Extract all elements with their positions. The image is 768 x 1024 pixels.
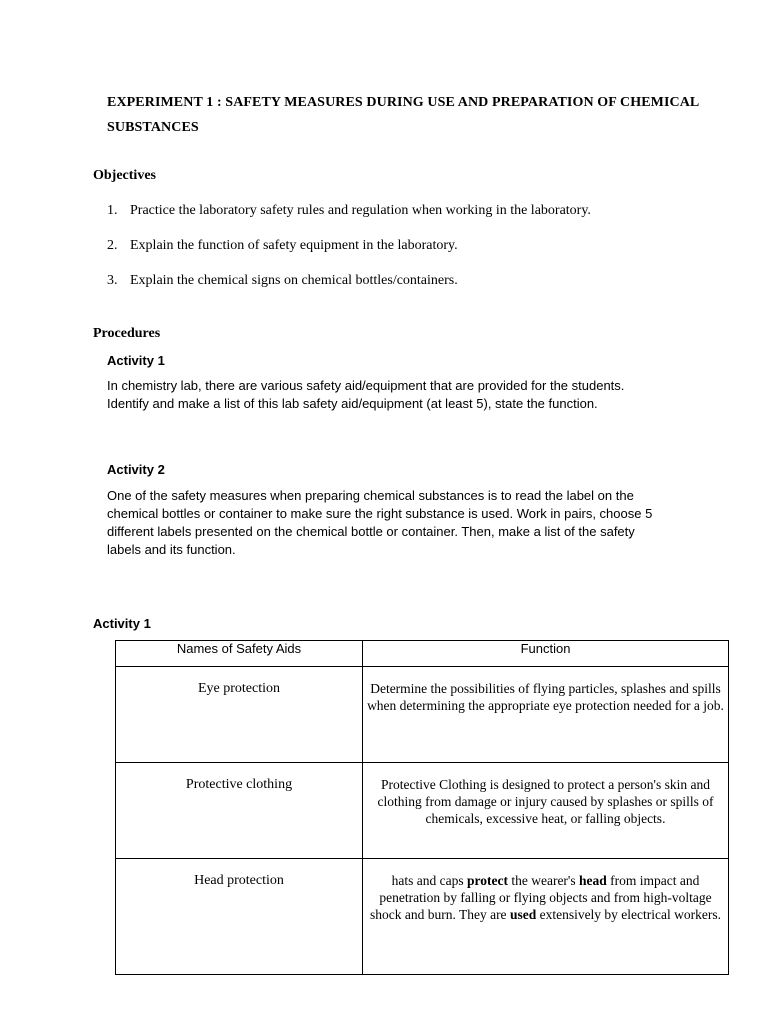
table-heading: Activity 1 <box>93 616 151 631</box>
objective-text: Explain the function of safety equipment in the laboratory. <box>130 238 458 253</box>
list-number: 2. <box>107 238 118 253</box>
safety-aid-function <box>363 859 729 975</box>
procedures-heading: Procedures <box>93 326 161 341</box>
objective-text: Explain the chemical signs on chemical bottles/containers. <box>130 273 458 288</box>
function-text-part: hats and caps <box>391 873 467 888</box>
function-text-part: from impact and penetration by falling or flying objects and from high-voltage shock and burn. They are <box>369 873 712 922</box>
activity-1-text: In chemistry lab, there are various safety aid/equipment that are provided for the students. Identify and make a list of this lab safety aid/equipment (at least 5), state the function. <box>107 378 625 411</box>
list-item <box>107 238 591 273</box>
safety-aid-name: Eye protection <box>116 667 363 763</box>
function-text-bold: head <box>579 873 607 888</box>
table-header-row <box>116 641 729 667</box>
safety-aid-function: Protective Clothing is designed to protect a person's skin and clothing from damage or injury caused by splashes or spills of chemicals, excessive heat, or falling objects. <box>363 763 729 859</box>
table-row <box>116 667 729 763</box>
activity-1-heading: Activity 1 <box>107 353 165 368</box>
safety-aid-function: Determine the possibilities of flying particles, splashes and spills when determining the appropriate eye protection needed for a job. <box>363 667 729 763</box>
activity-2-text: One of the safety measures when preparing chemical substances is to read the label on the chemical bottles or container to make sure the right substance is used. Work in pairs, choose 5 different labels presented on the chemical bottle or container. Then, make a list of the safety labels and its function. <box>107 488 653 557</box>
list-number: 3. <box>107 273 118 288</box>
table-row <box>116 763 729 859</box>
list-item <box>107 203 591 238</box>
objective-text: Practice the laboratory safety rules and regulation when working in the laboratory. <box>130 203 591 218</box>
function-text-part: the wearer's <box>507 873 579 888</box>
function-text-part: extensively by electrical workers. <box>536 907 722 922</box>
column-header-names: Names of Safety Aids <box>116 641 363 667</box>
objectives-heading: Objectives <box>93 168 156 183</box>
function-text-bold: used <box>509 907 537 922</box>
document-title: EXPERIMENT 1 : SAFETY MEASURES DURING USE AND PREPARATION OF CHEMICAL SUBSTANCES <box>107 95 699 135</box>
table-row <box>116 859 729 975</box>
activity-2-heading: Activity 2 <box>107 462 165 477</box>
list-number: 1. <box>107 203 118 218</box>
objectives-list <box>107 203 591 308</box>
safety-aid-name: Protective clothing <box>116 763 363 859</box>
column-header-function: Function <box>363 641 729 667</box>
function-text-bold: protect <box>466 873 508 888</box>
safety-aids-table <box>115 640 729 975</box>
safety-aid-name: Head protection <box>116 859 363 975</box>
list-item <box>107 273 591 308</box>
